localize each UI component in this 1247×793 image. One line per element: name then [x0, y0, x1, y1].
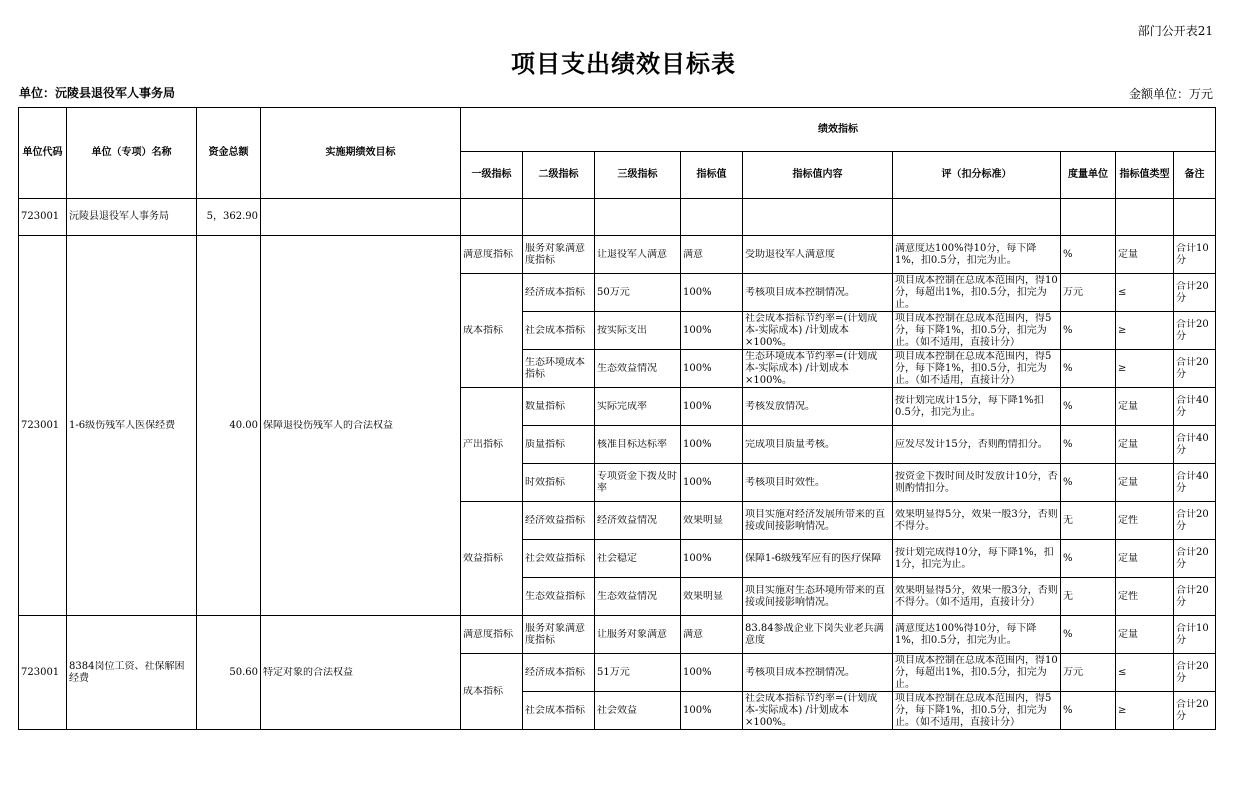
performance-table: [18, 107, 1216, 730]
score-cell: [893, 236, 1061, 274]
value-cell-text: 满意: [683, 248, 703, 260]
unit-cell-text: %: [1063, 362, 1073, 374]
content-cell-text: 83.84参战企业下岗失业老兵满意度: [745, 622, 884, 646]
level2-cell: [523, 274, 595, 312]
value-cell: [681, 274, 743, 312]
value-cell-text: 100%: [683, 476, 712, 488]
unit-cell: [1061, 654, 1116, 692]
header-row-1: [19, 108, 1216, 152]
unit-cell-text: %: [1063, 704, 1073, 716]
content-cell-text: 考核发放情况。: [745, 400, 815, 412]
value-cell-text: 100%: [683, 400, 712, 412]
col-score: 评（扣分标准）: [893, 152, 1061, 199]
level1-cell: [461, 616, 523, 654]
value-cell-text: 效果明显: [683, 590, 723, 602]
level1-cell: [461, 502, 523, 616]
table-number: 部门公开表21: [1137, 24, 1213, 38]
remark-cell: [1174, 312, 1216, 350]
type-cell: [1116, 312, 1174, 350]
level3-cell: [595, 578, 681, 616]
level3-cell-text: 社会效益: [597, 704, 637, 716]
level3-cell-text: 按实际支出: [597, 324, 647, 336]
unit-cell: [1061, 312, 1116, 350]
col-value: 指标值: [681, 152, 743, 199]
content-cell: [743, 388, 893, 426]
level1-cell: [461, 274, 523, 388]
type-cell: [1116, 616, 1174, 654]
value-cell: [681, 350, 743, 388]
project-code-text: 723001: [21, 419, 60, 431]
level2-cell-text: 服务对象满意度指标: [525, 242, 585, 266]
unit-cell-text: 无: [1063, 514, 1073, 526]
score-cell-text: 按计划完成计15分，每下降1%扣0.5分，扣完为止。: [895, 394, 1044, 418]
level2-cell: [523, 236, 595, 274]
unit-cell: [1061, 692, 1116, 730]
value-cell-text: 100%: [683, 438, 712, 450]
level2-cell: [523, 312, 595, 350]
content-cell: [743, 426, 893, 464]
score-cell-text: 效果明显得5分，效果一般3分，否则不得分。: [895, 508, 1058, 532]
level1-cell: [461, 654, 523, 730]
project-code: [19, 236, 67, 616]
content-cell-text: 完成项目质量考核。: [745, 438, 835, 450]
remark-cell: [1174, 578, 1216, 616]
type-cell-text: 定量: [1118, 552, 1138, 564]
remark-cell: [1174, 236, 1216, 274]
type-cell: [1116, 388, 1174, 426]
level3-cell: [595, 654, 681, 692]
level2-cell-text: 经济效益指标: [525, 514, 585, 526]
unit-cell-text: %: [1063, 324, 1073, 336]
content-cell-text: 生态环境成本节约率=(计划成本-实际成本) /计划成本×100%。: [745, 350, 878, 386]
remark-cell: [1174, 350, 1216, 388]
value-cell: [681, 540, 743, 578]
type-cell-text: ≥: [1118, 362, 1127, 374]
level2-cell: [523, 502, 595, 540]
project-goal: [261, 236, 461, 616]
level3-cell: [595, 502, 681, 540]
value-cell: [681, 692, 743, 730]
score-cell-text: 项目成本控制在总成本范围内，得5分，每下降1%，扣0.5分，扣完为止。（如不适用，直接计分）: [895, 312, 1052, 348]
remark-cell-text: 合计20分: [1176, 508, 1209, 532]
unit-cell-text: %: [1063, 476, 1073, 488]
level1-cell-text: 成本指标: [463, 324, 503, 336]
remark-cell-text: 合计40分: [1176, 432, 1209, 456]
level3-cell: [595, 312, 681, 350]
unit-cell-text: %: [1063, 248, 1073, 260]
page-title: 项目支出绩效目标表: [511, 50, 736, 78]
value-cell-text: 100%: [683, 286, 712, 298]
value-cell-text: 100%: [683, 324, 712, 336]
content-cell-text: 项目实施对生态环境所带来的直接或间接影响情况。: [745, 584, 885, 608]
level3-cell: [595, 464, 681, 502]
remark-cell-text: 合计20分: [1176, 318, 1209, 342]
level3-cell: [595, 236, 681, 274]
level2-cell-text: 经济成本指标: [525, 286, 585, 298]
project-goal-text: 保障退役伤残军人的合法权益: [263, 419, 393, 431]
unit-cell: [1061, 350, 1116, 388]
value-cell: [681, 464, 743, 502]
value-cell: [681, 426, 743, 464]
unit-cell: [1061, 540, 1116, 578]
content-cell-text: 社会成本指标节约率=(计划成本-实际成本) /计划成本×100%。: [745, 692, 878, 728]
level3-cell: [595, 616, 681, 654]
remark-cell-text: 合计40分: [1176, 394, 1209, 418]
value-cell-text: 100%: [683, 704, 712, 716]
type-cell-text: ≥: [1118, 704, 1127, 716]
remark-cell: [1174, 464, 1216, 502]
unit-cell: [1061, 502, 1116, 540]
level3-cell: [595, 692, 681, 730]
project-total-text: 40.00: [229, 419, 258, 431]
type-cell-text: ≤: [1118, 286, 1127, 298]
value-cell: [681, 388, 743, 426]
content-cell: [743, 578, 893, 616]
level3-cell: [595, 274, 681, 312]
level3-cell-text: 让退役军人满意: [597, 248, 667, 260]
score-cell: [893, 426, 1061, 464]
unit-cell-text: %: [1063, 400, 1073, 412]
unit-cell-text: %: [1063, 438, 1073, 450]
project-code-text: 723001: [21, 666, 60, 678]
remark-cell: [1174, 616, 1216, 654]
col-type: 指标值类型: [1116, 152, 1174, 199]
score-cell-text: 按资金下拨时间及时发放计10分，否则酌情扣分。: [895, 470, 1058, 494]
content-cell: [743, 274, 893, 312]
score-cell: [893, 350, 1061, 388]
unit-cell: [1061, 464, 1116, 502]
score-cell: [893, 654, 1061, 692]
project-total: [197, 616, 261, 730]
col-name: 单位（专项）名称: [67, 108, 197, 199]
score-cell: [893, 540, 1061, 578]
unit-cell: [1061, 616, 1116, 654]
type-cell: [1116, 540, 1174, 578]
type-cell: [1116, 578, 1174, 616]
col-measure: 度量单位: [1061, 152, 1116, 199]
score-cell-text: 项目成本控制在总成本范围内，得5分，每下降1%，扣0.5分，扣完为止。（如不适用，直接计分）: [895, 692, 1052, 728]
unit-cell: [1061, 388, 1116, 426]
content-cell: [743, 464, 893, 502]
unit-cell: [1061, 274, 1116, 312]
score-cell: [893, 692, 1061, 730]
level2-cell-text: 时效指标: [525, 476, 565, 488]
level3-cell: [595, 350, 681, 388]
unit-cell-text: %: [1063, 628, 1073, 640]
project-name-text: 8384岗位工资、社保解困经费: [69, 660, 185, 684]
level2-cell-text: 经济成本指标: [525, 666, 585, 678]
value-cell-text: 100%: [683, 362, 712, 374]
col-remark: 备注: [1174, 152, 1216, 199]
type-cell: [1116, 692, 1174, 730]
level1-cell-text: 效益指标: [463, 552, 503, 564]
content-cell-text: 项目实施对经济发展所带来的直接或间接影响情况。: [745, 508, 885, 532]
level2-cell: [523, 388, 595, 426]
remark-cell: [1174, 388, 1216, 426]
level2-cell-text: 生态环境成本指标: [525, 356, 585, 380]
content-cell-text: 考核项目时效性。: [745, 476, 825, 488]
content-cell: [743, 616, 893, 654]
value-cell: [681, 312, 743, 350]
level1-cell: [461, 236, 523, 274]
remark-cell-text: 合计20分: [1176, 584, 1209, 608]
type-cell-text: 定性: [1118, 590, 1138, 602]
remark-cell: [1174, 502, 1216, 540]
unit-cell-text: 万元: [1063, 286, 1083, 298]
table-row: [19, 236, 1216, 274]
col-level3: 三级指标: [595, 152, 681, 199]
type-cell: [1116, 654, 1174, 692]
value-cell-text: 100%: [683, 666, 712, 678]
type-cell: [1116, 502, 1174, 540]
value-cell: [681, 236, 743, 274]
level2-cell-text: 质量指标: [525, 438, 565, 450]
content-cell: [743, 540, 893, 578]
remark-cell-text: 合计20分: [1176, 660, 1209, 684]
col-total: 资金总额: [197, 108, 261, 199]
remark-cell-text: 合计20分: [1176, 280, 1209, 304]
project-total: [197, 236, 261, 616]
col-level1: 一级指标: [461, 152, 523, 199]
value-cell-text: 满意: [683, 628, 703, 640]
value-cell-text: 效果明显: [683, 514, 723, 526]
level2-cell-text: 生态效益指标: [525, 590, 585, 602]
unit-cell-text: 无: [1063, 590, 1073, 602]
remark-cell-text: 合计40分: [1176, 470, 1209, 494]
level2-cell: [523, 578, 595, 616]
content-cell: [743, 692, 893, 730]
col-code: 单位代码: [19, 108, 67, 199]
col-indicators: 绩效指标: [461, 108, 1216, 152]
remark-cell-text: 合计20分: [1176, 356, 1209, 380]
content-cell: [743, 654, 893, 692]
score-cell: [893, 616, 1061, 654]
project-goal-text: 特定对象的合法权益: [263, 666, 353, 678]
score-cell-text: 满意度达100%得10分，每下降1%，扣0.5分，扣完为止。: [895, 242, 1037, 266]
level3-cell: [595, 540, 681, 578]
type-cell: [1116, 236, 1174, 274]
level3-cell-text: 专项资金下拨及时率: [597, 470, 677, 494]
level2-cell-text: 社会效益指标: [525, 552, 585, 564]
level1-cell-text: 产出指标: [463, 438, 503, 450]
score-cell-text: 项目成本控制在总成本范围内，得5分，每下降1%，扣0.5分，扣完为止。（如不适用，直接计分）: [895, 350, 1052, 386]
level1-cell-text: 满意度指标: [463, 628, 513, 640]
money-unit-label: 金额单位：万元: [1128, 87, 1213, 101]
project-name: [67, 236, 197, 616]
level1-cell-text: 满意度指标: [463, 248, 513, 260]
score-cell-text: 满意度达100%得10分，每下降1%，扣0.5分，扣完为止。: [895, 622, 1037, 646]
score-cell-text: 项目成本控制在总成本范围内，得10分，每超出1%，扣0.5分，扣完为止。: [895, 654, 1058, 690]
score-cell-text: 按计划完成得10分，每下降1%，扣1分，扣完为止。: [895, 546, 1054, 570]
type-cell-text: 定量: [1118, 248, 1138, 260]
col-goal: 实施期绩效目标: [261, 108, 461, 199]
score-cell: [893, 502, 1061, 540]
remark-cell: [1174, 654, 1216, 692]
remark-cell-text: 合计10分: [1176, 242, 1209, 266]
score-cell: [893, 312, 1061, 350]
project-name-text: 1-6级伤残军人医保经费: [69, 419, 176, 431]
level3-cell-text: 经济效益情况: [597, 514, 657, 526]
content-cell: [743, 236, 893, 274]
project-name: [67, 616, 197, 730]
unit-cell: [1061, 578, 1116, 616]
unit-cell-text: %: [1063, 552, 1073, 564]
level3-cell-text: 社会稳定: [597, 552, 637, 564]
value-cell: [681, 502, 743, 540]
content-cell: [743, 312, 893, 350]
level3-cell-text: 生态效益情况: [597, 590, 657, 602]
value-cell-text: 100%: [683, 552, 712, 564]
summary-name: 沅陵县退役军人事务局: [67, 199, 197, 236]
level2-cell-text: 社会成本指标: [525, 704, 585, 716]
value-cell: [681, 578, 743, 616]
project-total-text: 50.60: [229, 666, 258, 678]
remark-cell: [1174, 274, 1216, 312]
remark-cell: [1174, 426, 1216, 464]
type-cell: [1116, 464, 1174, 502]
summary-row: [19, 199, 1216, 236]
summary-total: 5，362.90: [197, 199, 261, 236]
level3-cell-text: 生态效益情况: [597, 362, 657, 374]
score-cell: [893, 388, 1061, 426]
score-cell-text: 应发尽发计15分，否则酌情扣分。: [895, 438, 1048, 450]
unit-cell: [1061, 426, 1116, 464]
level3-cell: [595, 426, 681, 464]
unit-cell-text: 万元: [1063, 666, 1083, 678]
col-content: 指标值内容: [743, 152, 893, 199]
table-row: [19, 616, 1216, 654]
level2-cell: [523, 692, 595, 730]
level3-cell: [595, 388, 681, 426]
score-cell: [893, 274, 1061, 312]
type-cell: [1116, 350, 1174, 388]
type-cell-text: ≤: [1118, 666, 1127, 678]
col-level2: 二级指标: [523, 152, 595, 199]
score-cell-text: 项目成本控制在总成本范围内，得10分，每超出1%，扣0.5分，扣完为止。: [895, 274, 1058, 310]
level3-cell-text: 实际完成率: [597, 400, 647, 412]
project-code: [19, 616, 67, 730]
type-cell-text: 定性: [1118, 514, 1138, 526]
content-cell-text: 社会成本指标节约率=(计划成本-实际成本) /计划成本×100%。: [745, 312, 878, 348]
content-cell-text: 考核项目成本控制情况。: [745, 666, 855, 678]
unit-cell: [1061, 236, 1116, 274]
level1-cell-text: 成本指标: [463, 685, 503, 697]
remark-cell-text: 合计10分: [1176, 622, 1209, 646]
level2-cell-text: 数量指标: [525, 400, 565, 412]
level3-cell-text: 核准目标达标率: [597, 438, 667, 450]
level1-cell: [461, 388, 523, 502]
score-cell-text: 效果明显得5分，效果一般3分，否则不得分。（如不适用，直接计分）: [895, 584, 1058, 608]
value-cell: [681, 616, 743, 654]
unit-label: 单位：沅陵县退役军人事务局: [19, 86, 176, 100]
level3-cell-text: 让服务对象满意: [597, 628, 667, 640]
content-cell: [743, 502, 893, 540]
type-cell-text: ≥: [1118, 324, 1127, 336]
type-cell-text: 定量: [1118, 438, 1138, 450]
level2-cell-text: 社会成本指标: [525, 324, 585, 336]
type-cell: [1116, 274, 1174, 312]
remark-cell-text: 合计20分: [1176, 546, 1209, 570]
type-cell-text: 定量: [1118, 400, 1138, 412]
type-cell-text: 定量: [1118, 628, 1138, 640]
level2-cell-text: 服务对象满意度指标: [525, 622, 585, 646]
level3-cell-text: 51万元: [597, 666, 630, 678]
content-cell-text: 保障1-6级残军应有的医疗保障: [745, 552, 882, 564]
content-cell: [743, 350, 893, 388]
level2-cell: [523, 464, 595, 502]
score-cell: [893, 578, 1061, 616]
summary-code: 723001: [19, 199, 67, 236]
project-goal: [261, 616, 461, 730]
content-cell-text: 考核项目成本控制情况。: [745, 286, 855, 298]
remark-cell: [1174, 692, 1216, 730]
remark-cell-text: 合计20分: [1176, 698, 1209, 722]
type-cell-text: 定量: [1118, 476, 1138, 488]
level3-cell-text: 50万元: [597, 286, 630, 298]
score-cell: [893, 464, 1061, 502]
level2-cell: [523, 616, 595, 654]
level2-cell: [523, 350, 595, 388]
level2-cell: [523, 426, 595, 464]
value-cell: [681, 654, 743, 692]
content-cell-text: 受助退役军人满意度: [745, 248, 835, 260]
level2-cell: [523, 654, 595, 692]
remark-cell: [1174, 540, 1216, 578]
level2-cell: [523, 540, 595, 578]
type-cell: [1116, 426, 1174, 464]
